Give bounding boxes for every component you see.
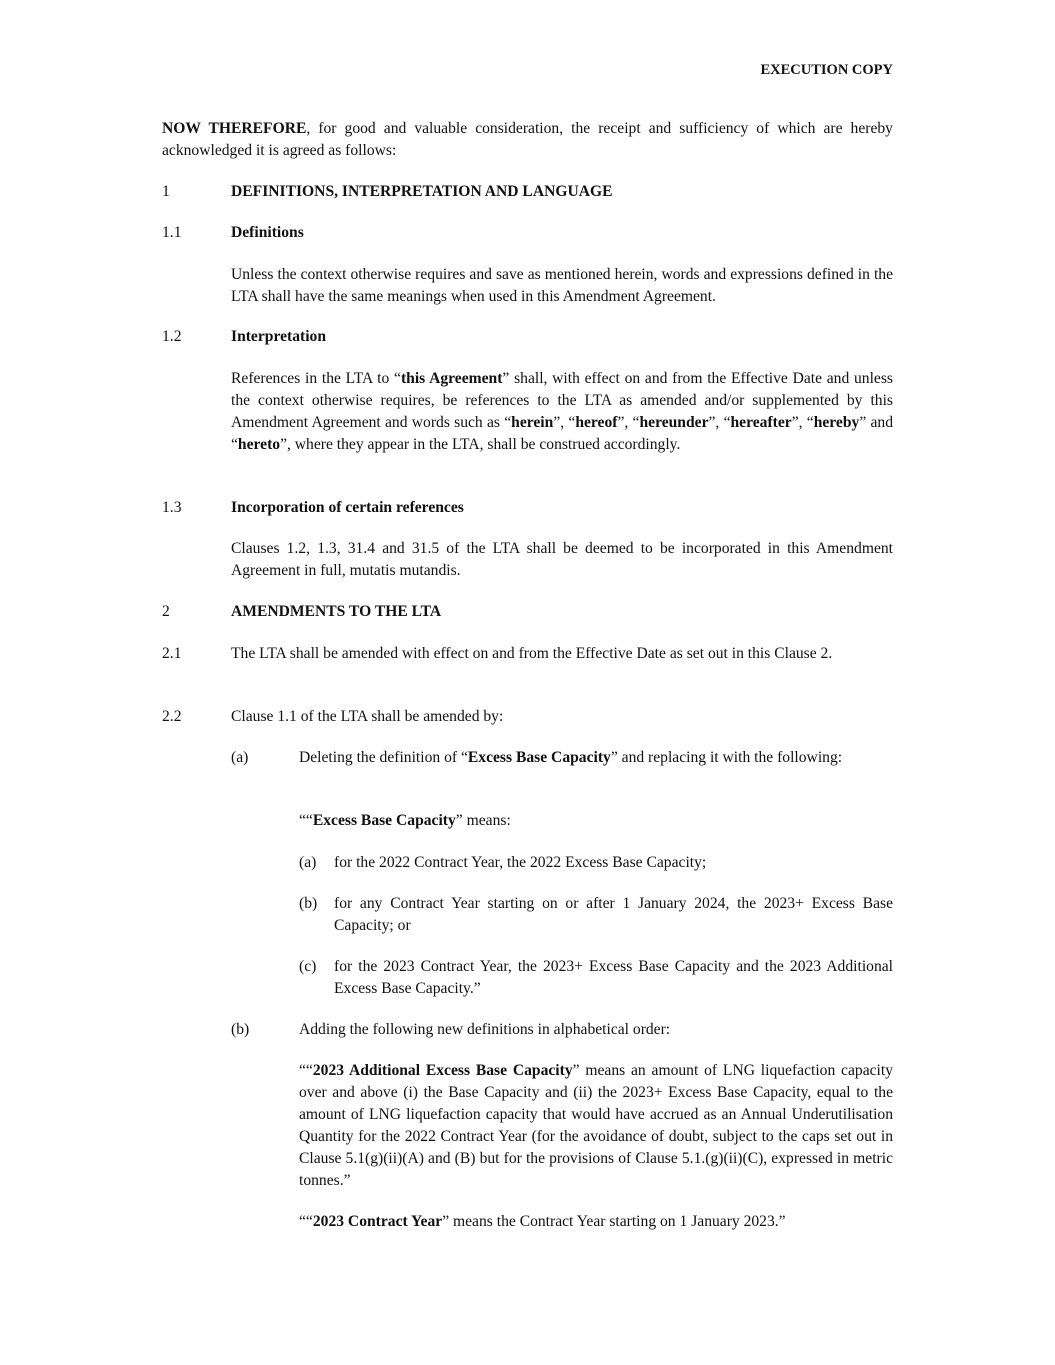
defined-term: hereby xyxy=(813,414,860,431)
text-run: ““ xyxy=(299,1062,313,1079)
text-run: ““ xyxy=(299,1213,313,1230)
item-b-label: (b) xyxy=(231,1021,250,1038)
defined-term: Excess Base Capacity xyxy=(312,812,456,829)
defined-term: hereof xyxy=(575,414,618,431)
subitem-b-text: for any Contract Year starting on or after 1 January 2024, the 2023+ Excess Base Capacity; or xyxy=(334,895,893,934)
defined-term: hereto xyxy=(237,436,281,453)
clause-2-1-text: The LTA shall be amended with effect on and from the Effective Date as set out in this Clause 2. xyxy=(231,645,833,662)
clause-1-2-number: 1.2 xyxy=(162,328,182,345)
clause-1-3-text: Clauses 1.2, 1.3, 31.4 and 31.5 of the LTA shall be deemed to be incorporated in this Amendment Agreement in full, mutatis mutandis. xyxy=(231,540,893,579)
text-run: Deleting the definition of “ xyxy=(299,749,468,766)
defined-term: 2023 Additional Excess Base Capacity xyxy=(312,1062,573,1079)
text-run: ““ xyxy=(299,812,313,829)
intro-lead: NOW THEREFORE xyxy=(162,120,307,137)
defined-term: hereafter xyxy=(730,414,792,431)
text-run: ”, “ xyxy=(708,414,731,431)
clause-1-3-number: 1.3 xyxy=(162,499,182,516)
defined-term: Excess Base Capacity xyxy=(467,749,611,766)
clause-1-2-text xyxy=(231,368,893,456)
clause-1-2-title: Interpretation xyxy=(231,328,326,345)
item-a-text xyxy=(299,747,893,769)
clause-2-2-number: 2.2 xyxy=(162,708,182,725)
text-run: ” and replacing it with the following: xyxy=(610,749,843,766)
execution-copy-header: EXECUTION COPY xyxy=(760,62,893,78)
text-run: ” means the Contract Year starting on 1 January 2023.” xyxy=(442,1213,786,1230)
clause-1-3-title: Incorporation of certain references xyxy=(231,499,464,516)
additional-excess-base-capacity-definition xyxy=(299,1060,893,1192)
text-run: References in the LTA to “ xyxy=(231,370,401,387)
section-1-number: 1 xyxy=(162,183,170,200)
subitem-c-text: for the 2023 Contract Year, the 2023+ Excess Base Capacity and the 2023 Additional Excess Base Capacity.” xyxy=(334,958,893,997)
text-run: ” means: xyxy=(455,812,511,829)
subitem-b-label: (b) xyxy=(299,895,318,912)
contract-year-definition xyxy=(299,1211,893,1233)
subitem-a-text: for the 2022 Contract Year, the 2022 Excess Base Capacity; xyxy=(334,854,707,871)
intro-paragraph xyxy=(162,118,893,162)
defined-term: hereunder xyxy=(639,414,709,431)
defined-term: 2023 Contract Year xyxy=(312,1213,443,1230)
subitem-c-label: (c) xyxy=(299,958,317,975)
text-run: ” and “ xyxy=(231,414,894,453)
defined-term: herein xyxy=(511,414,554,431)
section-2-title: AMENDMENTS TO THE LTA xyxy=(231,603,442,620)
item-a-label: (a) xyxy=(231,749,249,766)
defined-term: this Agreement xyxy=(400,370,503,387)
text-run: ”, where they appear in the LTA, shall be construed accordingly. xyxy=(280,436,681,453)
clause-2-1-number: 2.1 xyxy=(162,645,182,662)
clause-2-2-text: Clause 1.1 of the LTA shall be amended by: xyxy=(231,708,504,725)
excess-base-capacity-definition xyxy=(299,810,893,832)
item-b-text: Adding the following new definitions in alphabetical order: xyxy=(299,1021,671,1038)
subitem-a-label: (a) xyxy=(299,854,317,871)
text-run: ”, “ xyxy=(791,414,814,431)
text-run: ”, “ xyxy=(553,414,576,431)
text-run: ” means an amount of LNG liquefaction capacity over and above (i) the Base Capacity and (ii) the 2023+ Excess Base Capacity, equal to the amount of LNG liquefaction capacity that would have accrued as an Annual Underutilisation Quantity for the 2022 Contract Year (for the avoidance of doubt, subject to the caps set out in Clause 5.1(g)(ii)(A) and (B) but for the provisions of Clause 5.1.(g)(ii)(C), expressed in metric tonnes.” xyxy=(299,1062,894,1189)
clause-1-1-number: 1.1 xyxy=(162,224,182,241)
section-1-title: DEFINITIONS, INTERPRETATION AND LANGUAGE xyxy=(231,183,613,200)
clause-1-1-text: Unless the context otherwise requires and save as mentioned herein, words and expressions defined in the LTA shall have the same meanings when used in this Amendment Agreement. xyxy=(231,266,893,305)
text-run: ” shall, with effect on and from the Effective Date and unless the context otherwise requires, be references to the LTA as amended and/or supplemented by this Amendment Agreement and words such as “ xyxy=(231,370,893,431)
section-2-number: 2 xyxy=(162,603,170,620)
intro-text: , for good and valuable consideration, the receipt and sufficiency of which are hereby acknowledged it is agreed as follows: xyxy=(162,120,893,159)
clause-1-1-title: Definitions xyxy=(231,224,304,241)
text-run: ”, “ xyxy=(617,414,640,431)
